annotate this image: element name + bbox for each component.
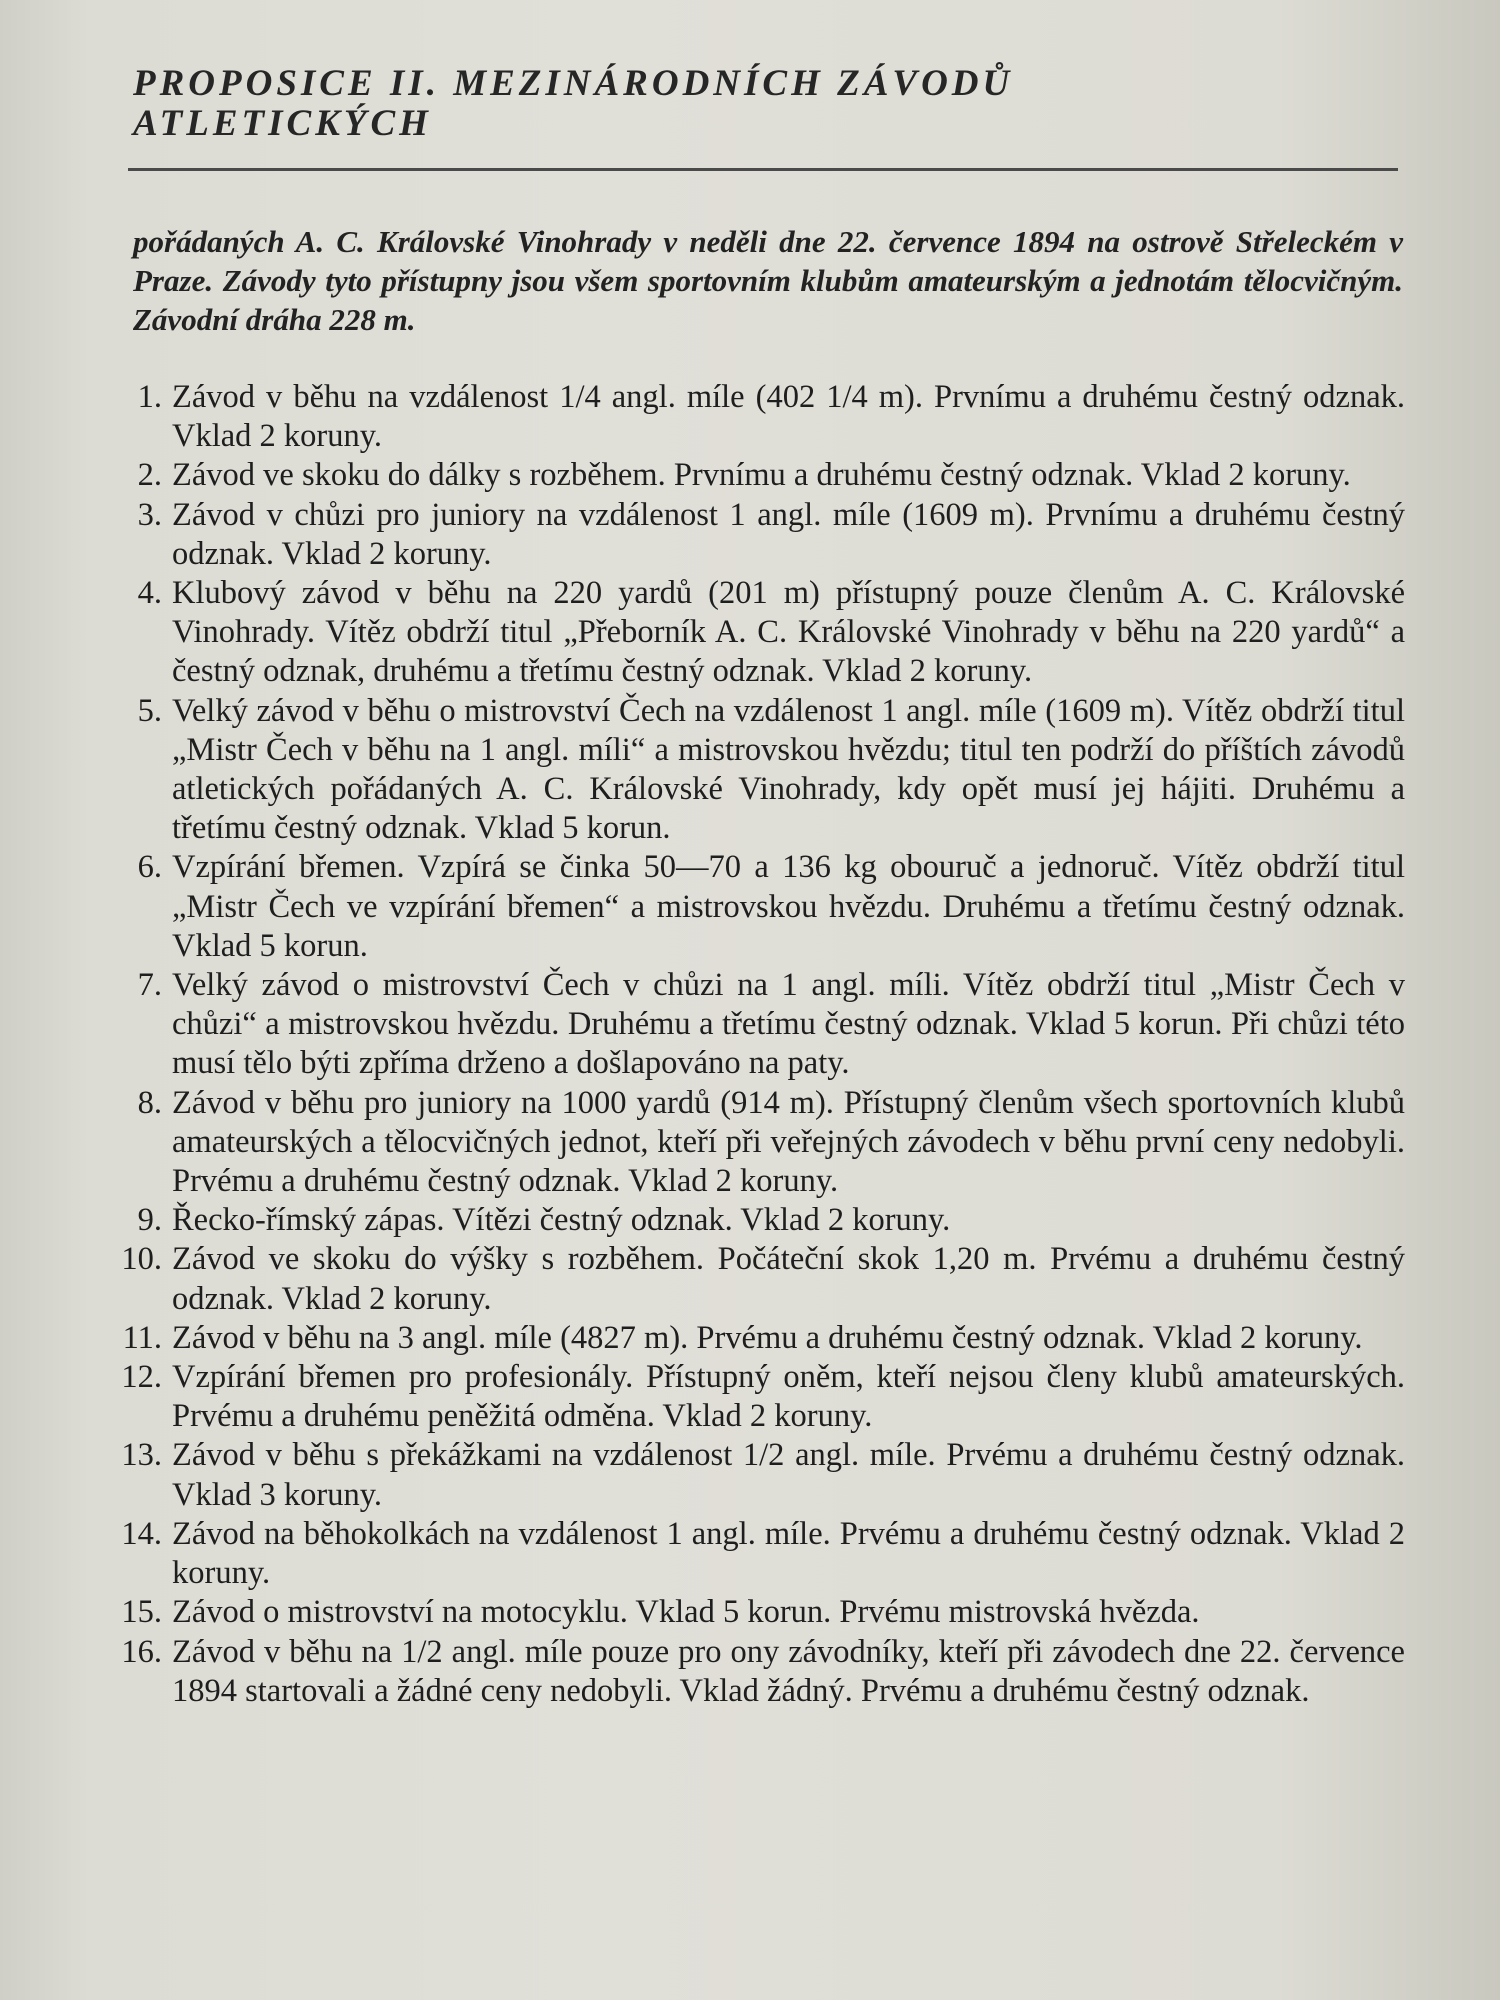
list-item bbox=[90, 378, 1405, 456]
item-text: Velký závod o mistrovství Čech v chůzi na 1 angl. míli. Vítěz obdrží titul „Mistr Čech v chůzi“ a mistrovskou hvězdu. Druhému a třetímu čestný odznak. Vklad 5 korun. Při chůzi této musí tělo býti zpříma drženo a došlapováno na paty. bbox=[172, 967, 1405, 1082]
item-text: Vzpírání břemen. Vzpírá se činka 50—70 a 136 kg obouruč a jednoruč. Vítěz obdrží titul „Mistr Čech ve vzpírání břemen“ a mistrovskou hvězdu. Druhému a třetímu čestný odznak. Vklad 5 korun. bbox=[172, 849, 1405, 964]
item-number: 10. bbox=[121, 1241, 162, 1278]
list-item bbox=[90, 848, 1405, 966]
item-number: 16. bbox=[121, 1633, 162, 1670]
item-text: Závod v běhu na vzdálenost 1/4 angl. míle (402 1/4 m). Prvnímu a druhému čestný odznak. Vklad 2 koruny. bbox=[172, 379, 1405, 455]
item-number: 5. bbox=[137, 692, 162, 729]
list-item bbox=[90, 1436, 1405, 1514]
list-item bbox=[90, 1358, 1405, 1436]
item-text: Závod na běhokolkách na vzdálenost 1 angl. míle. Prvému a druhému čestný odznak. Vklad 2 koruny. bbox=[172, 1515, 1405, 1592]
heading-line-1: PROPOSICE II. MEZINÁRODNÍCH ZÁVODŮ bbox=[133, 63, 1014, 104]
item-text: Závod v chůzi pro juniory na vzdálenost 1 angl. míle (1609 m). Prvnímu a druhému čestný odznak. Vklad 2 koruny. bbox=[172, 496, 1405, 572]
item-number: 4. bbox=[137, 575, 162, 612]
item-number: 3. bbox=[137, 496, 162, 533]
list-item bbox=[90, 692, 1405, 849]
item-text: Velký závod v běhu o mistrovství Čech na vzdálenost 1 angl. míle (1609 m). Vítěz obdrží titul „Mistr Čech v běhu na 1 angl. míli“ a mistrovskou hvězdu; titul ten podrží do příštích závodů atletických pořádaných A. C. Královské Vinohrady, kdy opět musí jej hájiti. Druhému a třetímu čestný odznak. Vklad 5 korun. bbox=[172, 692, 1405, 847]
item-text: Řecko-římský zápas. Vítězi čestný odznak. Vklad 2 koruny. bbox=[172, 1202, 951, 1239]
item-number: 2. bbox=[137, 457, 162, 494]
item-number: 13. bbox=[121, 1437, 162, 1474]
list-item bbox=[90, 1593, 1405, 1632]
item-text: Závod v běhu pro juniory na 1000 yardů (914 m). Přístupný členům všech sportovních klubů amateurských a tělocvičných jednot, kteří při veřejných závodech v běhu první ceny nedobyli. Prvému a druhému čestný odznak. Vklad 2 koruny. bbox=[172, 1084, 1405, 1200]
item-number: 9. bbox=[137, 1202, 162, 1239]
list-item bbox=[90, 1201, 1405, 1240]
heading-line-2: ATLETICKÝCH bbox=[133, 103, 432, 144]
item-text: Závod v běhu na 3 angl. míle (4827 m). Prvému a druhému čestný odznak. Vklad 2 koruny. bbox=[172, 1319, 1363, 1356]
list-item bbox=[90, 456, 1405, 495]
item-number: 15. bbox=[121, 1594, 162, 1631]
list-item bbox=[90, 496, 1405, 574]
list-item bbox=[90, 1515, 1405, 1593]
item-text: Závod o mistrovství na motocyklu. Vklad 5 korun. Prvému mistrovská hvězda. bbox=[172, 1594, 1200, 1631]
item-text: Závod ve skoku do dálky s rozběhem. Prvnímu a druhému čestný odznak. Vklad 2 koruny. bbox=[172, 457, 1351, 494]
list-item bbox=[90, 1633, 1405, 1711]
item-number: 6. bbox=[137, 849, 162, 886]
item-text: Závod v běhu s překážkami na vzdálenost 1/2 angl. míle. Prvému a druhému čestný odznak. Vklad 3 koruny. bbox=[172, 1437, 1405, 1513]
item-text: Vzpírání břemen pro profesionály. Přístupný oněm, kteří nejsou členy klubů amateurských. Prvému a druhému peněžitá odměna. Vklad 2 koruny. bbox=[172, 1359, 1405, 1435]
list-item bbox=[90, 1240, 1405, 1318]
item-text: Závod ve skoku do výšky s rozběhem. Počáteční skok 1,20 m. Prvému a druhému čestný odznak. Vklad 2 koruny. bbox=[172, 1241, 1405, 1317]
item-text: Závod v běhu na 1/2 angl. míle pouze pro ony závodníky, kteří při závodech dne 22. července 1894 startovali a žádné ceny nedobyli. Vklad žádný. Prvému a druhému čestný odznak. bbox=[172, 1633, 1405, 1709]
list-item bbox=[90, 966, 1405, 1084]
list-item bbox=[90, 574, 1405, 692]
item-number: 8. bbox=[137, 1084, 162, 1121]
list-item bbox=[90, 1319, 1405, 1358]
item-text: Klubový závod v běhu na 220 yardů (201 m) přístupný pouze členům A. C. Královské Vinohrady. Vítěz obdrží titul „Přeborník A. C. Královské Vinohrady v běhu na 220 yardů“ a čestný odznak, druhému a třetímu čestný odznak. Vklad 2 koruny. bbox=[172, 575, 1405, 690]
event-list bbox=[90, 378, 1405, 1711]
item-number: 1. bbox=[137, 379, 162, 415]
intro-paragraph: pořádaných A. C. Královské Vinohrady v neděli dne 22. července 1894 na ostrově Střeleckém v Praze. Závody tyto přístupny jsou všem sportovním klubům amateurským a jednotám tělocvičným. Závodní dráha 228 m. bbox=[133, 224, 1403, 337]
item-number: 14. bbox=[121, 1515, 162, 1552]
item-number: 11. bbox=[122, 1319, 162, 1356]
list-item bbox=[90, 1084, 1405, 1202]
heading-divider bbox=[128, 168, 1398, 171]
item-number: 7. bbox=[137, 967, 162, 1004]
page-heading bbox=[133, 64, 1383, 144]
item-number: 12. bbox=[121, 1359, 162, 1396]
